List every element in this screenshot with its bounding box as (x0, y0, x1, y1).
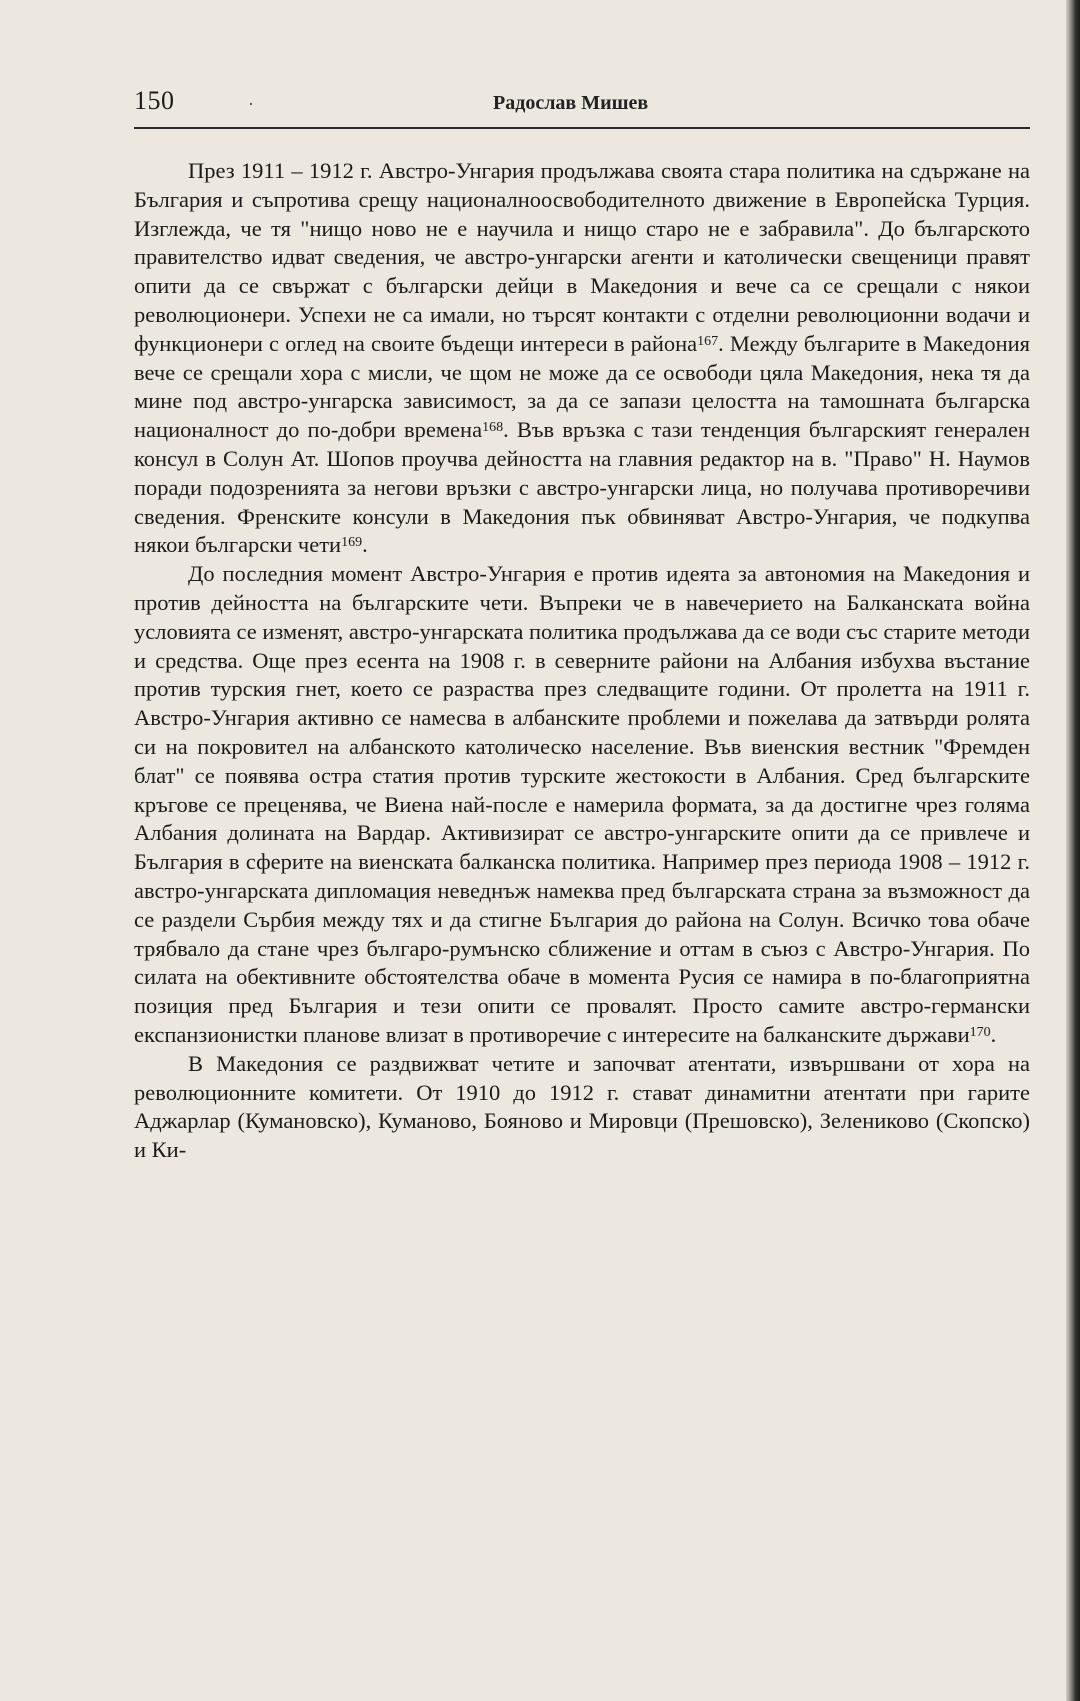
paragraph-2-text: До последния момент Австро-Унгария е против идеята за автономия на Македония и против дейността на българските чети. Въпреки че в навечерието на Балканската война условията се изменят, австро-унгарската политика продължава да се води със старите методи и средства. Още през есента на 1908 г. в северните райони на Албания избухва въстание против турския гнет, което се разраства през следващите години. От пролетта на 1911 г. Австро-Унгария активно се намесва в албанските проблеми и пожелава да затвърди ролята си на покровител на албанското католическо население. Във виенския вестник "Фремден блат" се появява остра статия против турските жестокости в Албания. Сред българските кръгове се преценява, че Виена най-после е намерила формата, за да достигне чрез голяма Албания долината на Вардар. Активизират се австро-унгарските опити да се привлече и България в сферите на виенската балканска политика. Например през периода 1908 – 1912 г. австро-унгарската дипломация неведнъж намеква пред българската страна за възможност да се раздели Сърбия между тях и да стигне България до района на Солун. Всичко това обаче трябвало да стане чрез българо-румънско сближение и оттам в съюз с Австро-Унгария. По силата на обективните обстоятелства обаче в момента Русия се намира в по-благоприятна позиция пред България и тези опити се провалят. Просто самите австро-германски експанзионистки планове влизат в противоречие с интересите на балканските държави (134, 561, 1030, 1047)
paragraph-1-text: . (362, 532, 368, 558)
page-binding-edge (1066, 0, 1080, 1701)
header-rule (134, 127, 1030, 129)
page-header (134, 86, 1030, 126)
header-mark: · (248, 94, 254, 114)
running-head-author: Радослав Мишев (493, 92, 649, 114)
paragraph-1-text: . Между българите в Македония вече се срещали хора с мисли, че щом не може да се освободи цяла Македония, нека тя да мине под австро-унгарска зависимост, за да се запази целостта на тамошната българска националност до по-добри времена (134, 330, 1030, 443)
paragraph-1-text: През 1911 – 1912 г. Австро-Унгария продължава своята стара политика на сдържане на България и съпротива срещу националноосвободителното движение в Европейска Турция. Изглежда, че тя "нищо ново не е научила и нищо старо не е забравила". До българското правителство идват сведения, че австро-унгарски агенти и католически свещеници правят опити да се свържат с български дейци в Македония и вече са се срещали с някои революционери. Успехи не са имали, но търсят контакти с отделни революционни водачи и функционери с оглед на своите бъдещи интереси в района (134, 158, 1030, 356)
paragraph-3 (134, 1050, 1030, 1165)
paragraph-2 (134, 560, 1030, 1050)
body-text (134, 157, 1030, 1165)
footnote-ref-167[interactable]: 167 (697, 333, 719, 349)
paragraph-1-text: . Във връзка с тази тенденция българският генерален консул в Солун Ат. Шопов проучва дейността на главния редактор на в. "Право" Н. Наумов поради подозренията за негови връзки с австро-унгарски лица, но получава противоречиви сведения. Френските консули в Македония пък обвиняват Австро-Унгария, че подкупва някои български чети (134, 417, 1031, 558)
paragraph-1 (134, 157, 1030, 560)
footnote-ref-170[interactable]: 170 (969, 1024, 991, 1040)
footnote-ref-169[interactable]: 169 (341, 535, 363, 551)
page-number: 150 (134, 86, 175, 115)
footnote-ref-168[interactable]: 168 (482, 420, 504, 436)
paragraph-3-text: В Македония се раздвижват четите и започват атентати, извършвани от хора на революционните комитети. От 1910 до 1912 г. стават динамитни атентати при гарите Аджарлар (Кумановско), Куманово, Бояново и Мировци (Прешовско), Зелениково (Скопско) и Ки- (134, 1050, 1030, 1163)
paragraph-2-text: . (990, 1021, 997, 1047)
